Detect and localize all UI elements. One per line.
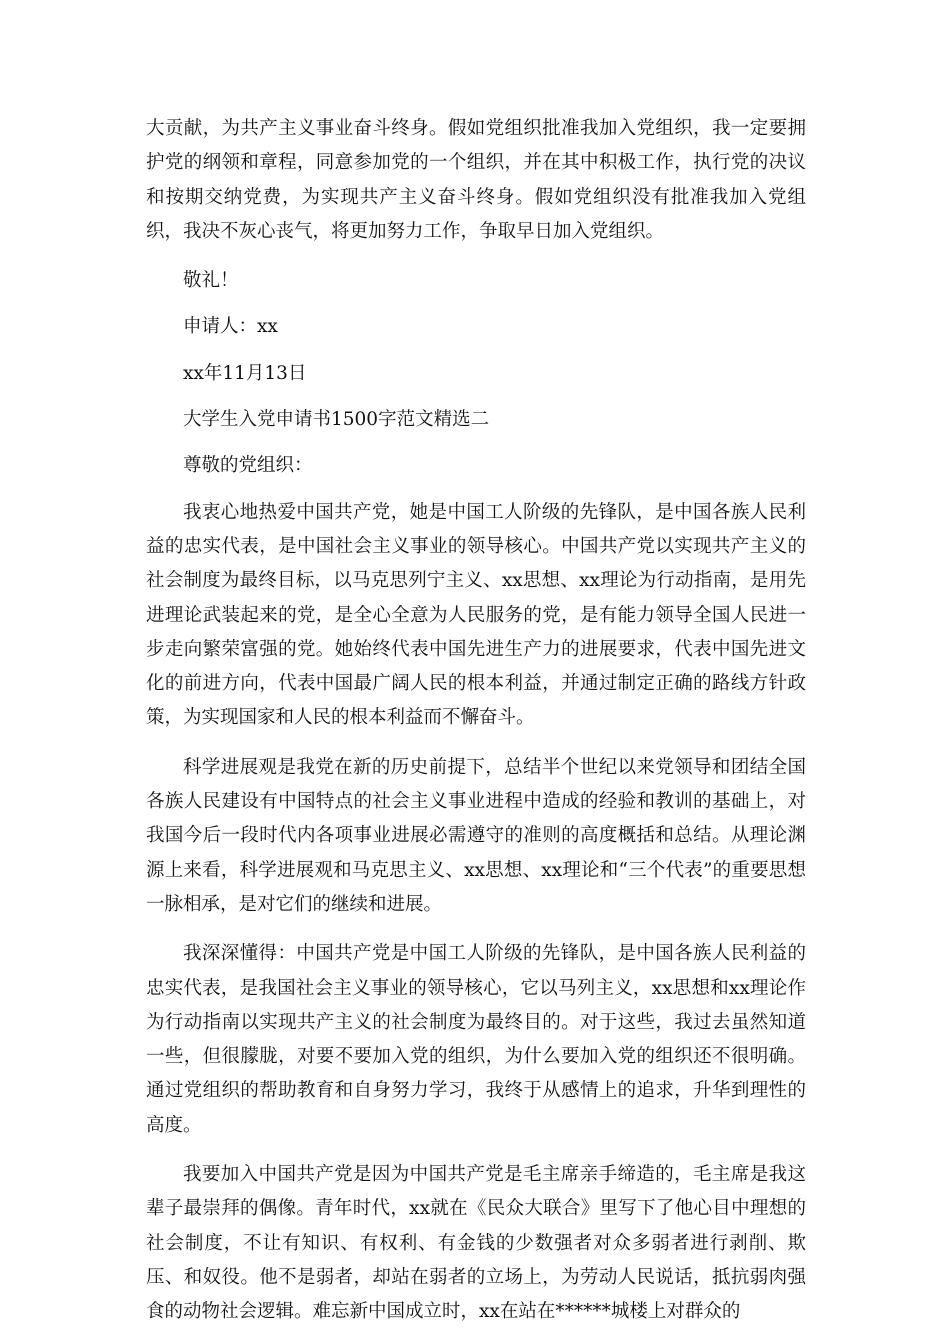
section-title: 大学生入党申请书1500字范文精选二 [183, 409, 490, 431]
body-paragraph-5: 我要加入中国共产党是因为中国共产党是毛主席亲手缔造的，毛主席是我这辈子最崇拜的偶像。青年时代，xx就在《民众大联合》里写下了他心目中理想的社会制度，不让有知识、有权利、有金钱的少数强者对众多弱者进行剥削、欺压、和奴役。他不是弱者，却站在弱者的立场上，为劳动人民说话，抵抗弱肉强食的动物社会逻辑。难忘新中国成立时，xx在站在******城楼上对群众的 [146, 1164, 806, 1323]
body-paragraph-4: 我深深懂得：中国共产党是中国工人阶级的先锋队，是中国各族人民利益的忠实代表，是我国社会主义事业的领导核心，它以马列主义，xx思想和xx理论作为行动指南以实现共产主义的社会制度为最终目的。对于这些，我过去虽然知道一些，但很朦胧，对要不要加入党的组织，为什么要加入党的组织还不很明确。通过党组织的帮助教育和自身努力学习，我终于从感情上的追求，升华到理性的高度。 [146, 943, 806, 1136]
date-line: xx年11月13日 [183, 362, 307, 384]
body-paragraph-2: 我衷心地热爱中国共产党，她是中国工人阶级的先锋队，是中国各族人民利益的忠实代表，是中国社会主义事业的领导核心。中国共产党以实现共产主义的社会制度为最终目标，以马克思列宁主义、xx思想、xx理论为行动指南，是用先进理论武装起来的党，是全心全意为人民服务的党，是有能力领导全国人民进一步走向繁荣富强的党。她始终代表中国先进生产力的进展要求，代表中国先进文化的前进方向，代表中国最广阔人民的根本利益，并通过制定正确的路线方针政策，为实现国家和人民的根本利益而不懈奋斗。 [146, 501, 806, 729]
greeting-line: 尊敬的党组织： [183, 455, 313, 477]
applicant-line: 申请人：xx [183, 316, 278, 338]
document-page [146, 112, 806, 1330]
body-paragraph-3: 科学进展观是我党在新的历史前提下，总结半个世纪以来党领导和团结全国各族人民建设有中国特点的社会主义事业进程中造成的经验和教训的基础上，对我国今后一段时代内各项事业进展必需遵守的准则的高度概括和总结。从理论渊源上来看，科学进展观和马克思主义、xx思想、xx理论和“三个代表”的重要思想一脉相承，是对它们的继续和进展。 [146, 756, 806, 915]
closing-salutation: 敬礼！ [183, 270, 239, 292]
body-paragraph-1: 大贡献，为共产主义事业奋斗终身。假如党组织批准我加入党组织，我一定要拥护党的纲领和章程，同意参加党的一个组织，并在其中积极工作，执行党的决议和按期交纳党费，为实现共产主义奋斗终身。假如党组织没有批准我加入党组织，我决不灰心丧气，将更加努力工作，争取早日加入党组织。 [146, 118, 806, 242]
